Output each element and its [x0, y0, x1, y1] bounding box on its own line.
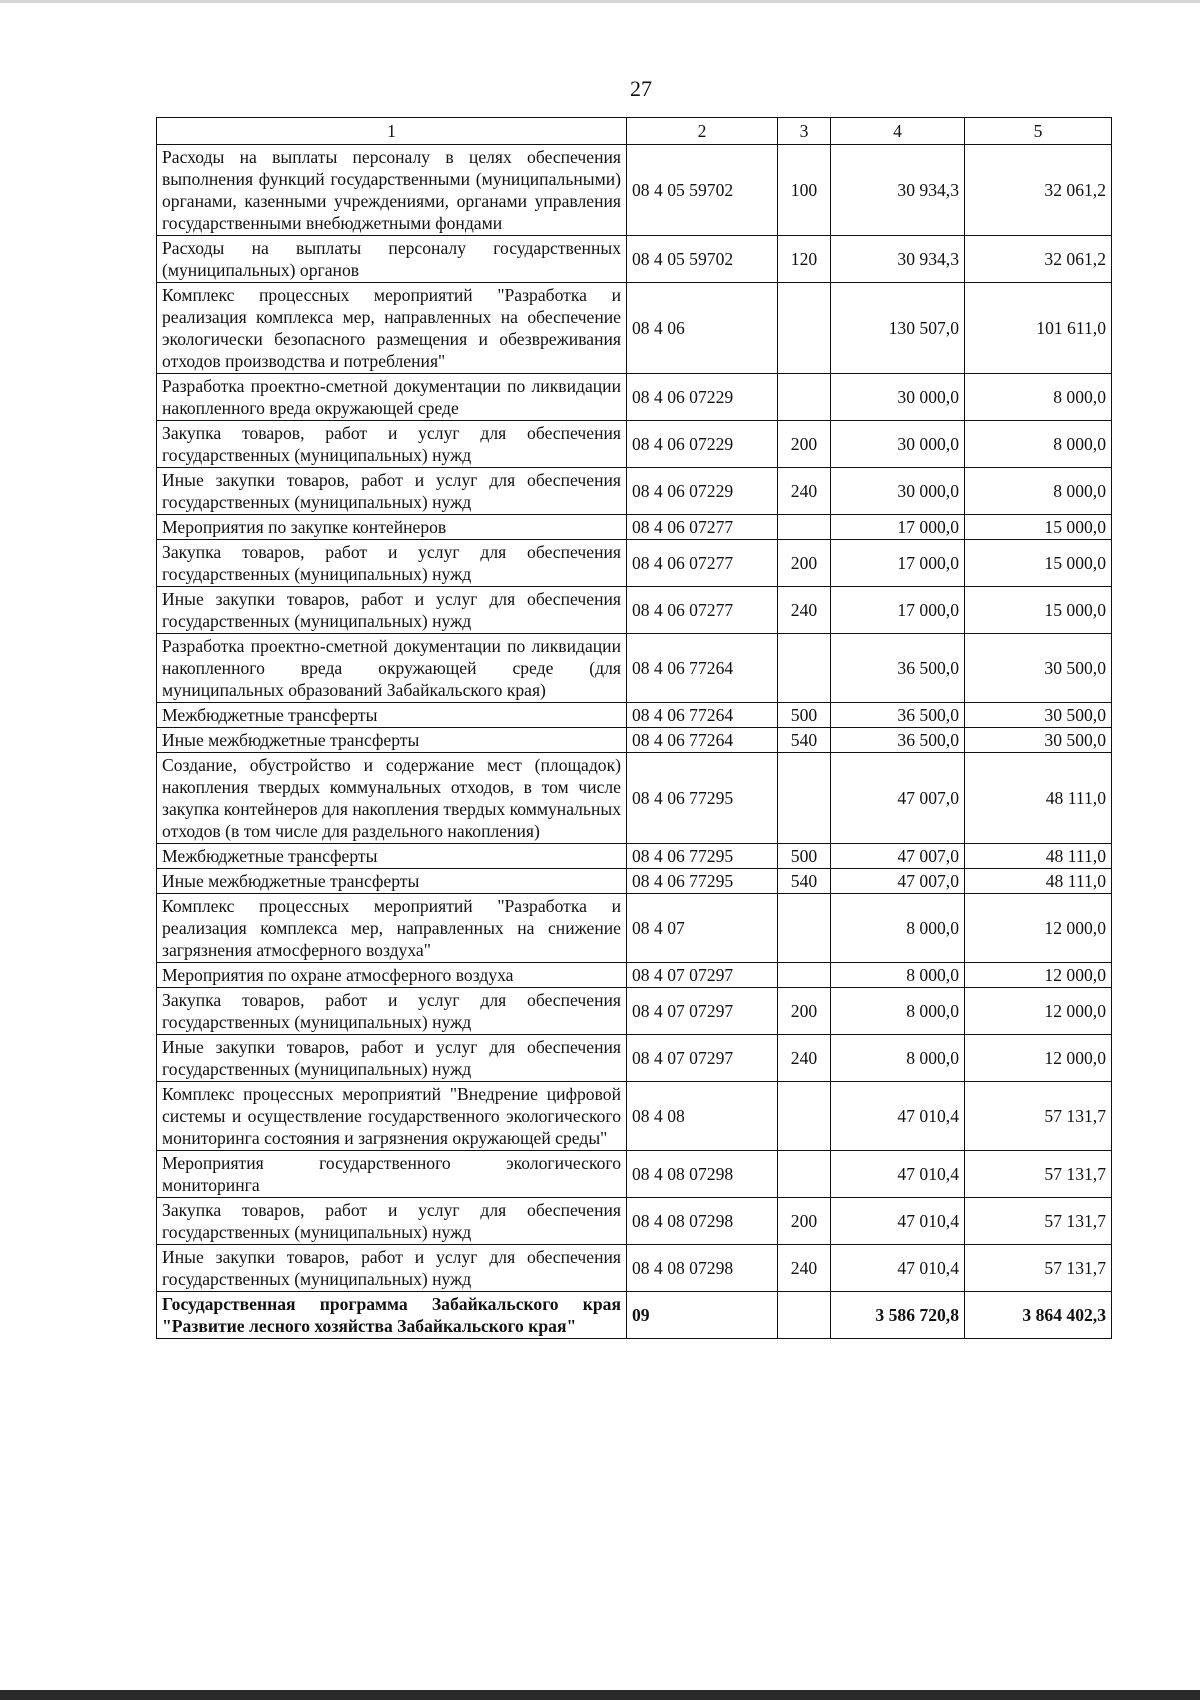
row-code-cell: 08 4 06 77264: [627, 703, 778, 728]
row-code-cell: 08 4 07 07297: [627, 1035, 778, 1082]
row-expense-type-cell: 240: [778, 1245, 831, 1292]
row-expense-type-cell: 240: [778, 468, 831, 515]
table-row: [157, 540, 1112, 587]
table-row: [157, 988, 1112, 1035]
row-name-cell: Расходы на выплаты персоналу в целях обеспечения выполнения функций государственными (муниципальными) органами, казенными учреждениями, органами управления государственными внебюджетными фондами: [157, 145, 627, 236]
table-body: [157, 145, 1112, 1339]
table-header: [157, 118, 1112, 145]
table-row: [157, 869, 1112, 894]
row-code-cell: 08 4 06: [627, 283, 778, 374]
table-row: [157, 963, 1112, 988]
row-expense-type-cell: [778, 1292, 831, 1339]
table-row: [157, 421, 1112, 468]
table-row: [157, 634, 1112, 703]
row-value-2023-cell: 8 000,0: [831, 988, 965, 1035]
row-value-2023-cell: 47 010,4: [831, 1198, 965, 1245]
row-value-2024-cell: 30 500,0: [965, 634, 1112, 703]
row-value-2024-cell: 30 500,0: [965, 703, 1112, 728]
header-col-1: 1: [157, 118, 627, 145]
row-value-2023-cell: 47 010,4: [831, 1082, 965, 1151]
row-expense-type-cell: 120: [778, 236, 831, 283]
row-expense-type-cell: [778, 963, 831, 988]
row-value-2023-cell: 30 000,0: [831, 374, 965, 421]
row-expense-type-cell: 200: [778, 421, 831, 468]
row-code-cell: 08 4 06 07229: [627, 421, 778, 468]
row-name-cell: Комплекс процессных мероприятий "Разработка и реализация комплекса мер, направленных на обеспечение экологически безопасного размещения и обезвреживания отходов производства и потребления": [157, 283, 627, 374]
row-value-2023-cell: 8 000,0: [831, 963, 965, 988]
row-expense-type-cell: 540: [778, 869, 831, 894]
row-value-2024-cell: 57 131,7: [965, 1245, 1112, 1292]
row-expense-type-cell: [778, 634, 831, 703]
row-value-2023-cell: 30 934,3: [831, 145, 965, 236]
row-name-cell: Иные межбюджетные трансферты: [157, 728, 627, 753]
row-name-cell: Мероприятия по охране атмосферного воздуха: [157, 963, 627, 988]
page-number: 27: [630, 76, 652, 101]
row-name-cell: Разработка проектно-сметной документации по ликвидации накопленного вреда окружающей среде (для муниципальных образований Забайкальского края): [157, 634, 627, 703]
row-value-2023-cell: 3 586 720,8: [831, 1292, 965, 1339]
row-expense-type-cell: 200: [778, 540, 831, 587]
table-row: [157, 1198, 1112, 1245]
row-value-2023-cell: 17 000,0: [831, 515, 965, 540]
row-name-cell: Закупка товаров, работ и услуг для обеспечения государственных (муниципальных) нужд: [157, 421, 627, 468]
table-row: [157, 283, 1112, 374]
scan-edge-top: [0, 0, 1200, 3]
row-value-2023-cell: 47 010,4: [831, 1245, 965, 1292]
row-name-cell: Мероприятия по закупке контейнеров: [157, 515, 627, 540]
row-expense-type-cell: 500: [778, 844, 831, 869]
row-value-2024-cell: 57 131,7: [965, 1082, 1112, 1151]
table-row: [157, 468, 1112, 515]
row-expense-type-cell: 100: [778, 145, 831, 236]
row-value-2024-cell: 48 111,0: [965, 844, 1112, 869]
row-name-cell: Создание, обустройство и содержание мест (площадок) накопления твердых коммунальных отходов, в том числе закупка контейнеров для накопления твердых коммунальных отходов (в том числе для раздельного накопления): [157, 753, 627, 844]
table-row: [157, 1151, 1112, 1198]
row-value-2024-cell: 12 000,0: [965, 1035, 1112, 1082]
row-name-cell: Иные закупки товаров, работ и услуг для обеспечения государственных (муниципальных) нужд: [157, 468, 627, 515]
row-value-2023-cell: 17 000,0: [831, 587, 965, 634]
row-value-2023-cell: 30 934,3: [831, 236, 965, 283]
row-code-cell: 08 4 08: [627, 1082, 778, 1151]
row-value-2024-cell: 12 000,0: [965, 963, 1112, 988]
row-value-2024-cell: 15 000,0: [965, 540, 1112, 587]
table-row: [157, 753, 1112, 844]
row-code-cell: 08 4 07 07297: [627, 988, 778, 1035]
row-value-2024-cell: 48 111,0: [965, 753, 1112, 844]
row-expense-type-cell: 540: [778, 728, 831, 753]
row-name-cell: Иные межбюджетные трансферты: [157, 869, 627, 894]
row-code-cell: 09: [627, 1292, 778, 1339]
row-value-2023-cell: 47 007,0: [831, 753, 965, 844]
header-col-3: 3: [778, 118, 831, 145]
row-name-cell: Комплекс процессных мероприятий "Разработка и реализация комплекса мер, направленных на снижение загрязнения атмосферного воздуха": [157, 894, 627, 963]
row-code-cell: 08 4 06 07229: [627, 374, 778, 421]
row-code-cell: 08 4 05 59702: [627, 145, 778, 236]
row-value-2024-cell: 57 131,7: [965, 1198, 1112, 1245]
row-code-cell: 08 4 05 59702: [627, 236, 778, 283]
row-name-cell: Иные закупки товаров, работ и услуг для обеспечения государственных (муниципальных) нужд: [157, 587, 627, 634]
row-value-2024-cell: 30 500,0: [965, 728, 1112, 753]
header-col-4: 4: [831, 118, 965, 145]
row-code-cell: 08 4 06 07277: [627, 515, 778, 540]
row-name-cell: Иные закупки товаров, работ и услуг для обеспечения государственных (муниципальных) нужд: [157, 1035, 627, 1082]
row-value-2023-cell: 30 000,0: [831, 421, 965, 468]
row-expense-type-cell: 200: [778, 988, 831, 1035]
row-code-cell: 08 4 06 07277: [627, 587, 778, 634]
row-expense-type-cell: [778, 374, 831, 421]
row-name-cell: Межбюджетные трансферты: [157, 844, 627, 869]
row-value-2023-cell: 36 500,0: [831, 703, 965, 728]
table-row: [157, 515, 1112, 540]
row-name-cell: Государственная программа Забайкальского края "Развитие лесного хозяйства Забайкальского края": [157, 1292, 627, 1339]
table-row: [157, 145, 1112, 236]
row-name-cell: Разработка проектно-сметной документации по ликвидации накопленного вреда окружающей среде: [157, 374, 627, 421]
row-name-cell: Закупка товаров, работ и услуг для обеспечения государственных (муниципальных) нужд: [157, 1198, 627, 1245]
row-code-cell: 08 4 06 77295: [627, 869, 778, 894]
row-value-2024-cell: 12 000,0: [965, 894, 1112, 963]
table-row: [157, 587, 1112, 634]
row-expense-type-cell: 240: [778, 1035, 831, 1082]
row-value-2024-cell: 8 000,0: [965, 468, 1112, 515]
row-value-2024-cell: 32 061,2: [965, 236, 1112, 283]
row-name-cell: Мероприятия государственного экологического мониторинга: [157, 1151, 627, 1198]
row-code-cell: 08 4 06 77264: [627, 728, 778, 753]
table-row: [157, 236, 1112, 283]
row-expense-type-cell: 240: [778, 587, 831, 634]
table-row: [157, 703, 1112, 728]
row-code-cell: 08 4 06 77295: [627, 844, 778, 869]
row-value-2023-cell: 30 000,0: [831, 468, 965, 515]
row-value-2023-cell: 36 500,0: [831, 728, 965, 753]
row-expense-type-cell: [778, 1082, 831, 1151]
table-row: [157, 1292, 1112, 1339]
row-expense-type-cell: 500: [778, 703, 831, 728]
row-code-cell: 08 4 06 07229: [627, 468, 778, 515]
row-code-cell: 08 4 06 07277: [627, 540, 778, 587]
row-name-cell: Закупка товаров, работ и услуг для обеспечения государственных (муниципальных) нужд: [157, 540, 627, 587]
row-value-2024-cell: 8 000,0: [965, 374, 1112, 421]
row-name-cell: Межбюджетные трансферты: [157, 703, 627, 728]
header-col-5: 5: [965, 118, 1112, 145]
row-value-2023-cell: 47 007,0: [831, 844, 965, 869]
row-value-2024-cell: 32 061,2: [965, 145, 1112, 236]
row-value-2023-cell: 47 010,4: [831, 1151, 965, 1198]
row-expense-type-cell: 200: [778, 1198, 831, 1245]
header-row: [157, 118, 1112, 145]
row-code-cell: 08 4 06 77264: [627, 634, 778, 703]
row-code-cell: 08 4 07 07297: [627, 963, 778, 988]
row-value-2024-cell: 101 611,0: [965, 283, 1112, 374]
row-value-2024-cell: 3 864 402,3: [965, 1292, 1112, 1339]
table-row: [157, 844, 1112, 869]
row-value-2023-cell: 17 000,0: [831, 540, 965, 587]
row-expense-type-cell: [778, 894, 831, 963]
row-code-cell: 08 4 07: [627, 894, 778, 963]
row-expense-type-cell: [778, 1151, 831, 1198]
row-expense-type-cell: [778, 753, 831, 844]
row-name-cell: Закупка товаров, работ и услуг для обеспечения государственных (муниципальных) нужд: [157, 988, 627, 1035]
row-value-2024-cell: 15 000,0: [965, 587, 1112, 634]
row-value-2023-cell: 130 507,0: [831, 283, 965, 374]
table-row: [157, 374, 1112, 421]
table-row: [157, 728, 1112, 753]
table-row: [157, 1035, 1112, 1082]
row-code-cell: 08 4 08 07298: [627, 1198, 778, 1245]
row-expense-type-cell: [778, 283, 831, 374]
row-value-2024-cell: 12 000,0: [965, 988, 1112, 1035]
row-name-cell: Иные закупки товаров, работ и услуг для обеспечения государственных (муниципальных) нужд: [157, 1245, 627, 1292]
row-code-cell: 08 4 08 07298: [627, 1245, 778, 1292]
header-col-2: 2: [627, 118, 778, 145]
row-value-2023-cell: 47 007,0: [831, 869, 965, 894]
row-value-2024-cell: 15 000,0: [965, 515, 1112, 540]
table-row: [157, 1245, 1112, 1292]
budget-table: [156, 117, 1112, 1339]
scan-edge-bottom: [0, 1690, 1200, 1700]
row-value-2023-cell: 8 000,0: [831, 894, 965, 963]
row-value-2023-cell: 8 000,0: [831, 1035, 965, 1082]
row-name-cell: Расходы на выплаты персоналу государственных (муниципальных) органов: [157, 236, 627, 283]
row-value-2024-cell: 57 131,7: [965, 1151, 1112, 1198]
table-row: [157, 894, 1112, 963]
row-code-cell: 08 4 06 77295: [627, 753, 778, 844]
table-row: [157, 1082, 1112, 1151]
row-code-cell: 08 4 08 07298: [627, 1151, 778, 1198]
row-value-2024-cell: 8 000,0: [965, 421, 1112, 468]
row-expense-type-cell: [778, 515, 831, 540]
row-value-2023-cell: 36 500,0: [831, 634, 965, 703]
row-name-cell: Комплекс процессных мероприятий "Внедрение цифровой системы и осуществление государственного экологического мониторинга состояния и загрязнения окружающей среды": [157, 1082, 627, 1151]
row-value-2024-cell: 48 111,0: [965, 869, 1112, 894]
